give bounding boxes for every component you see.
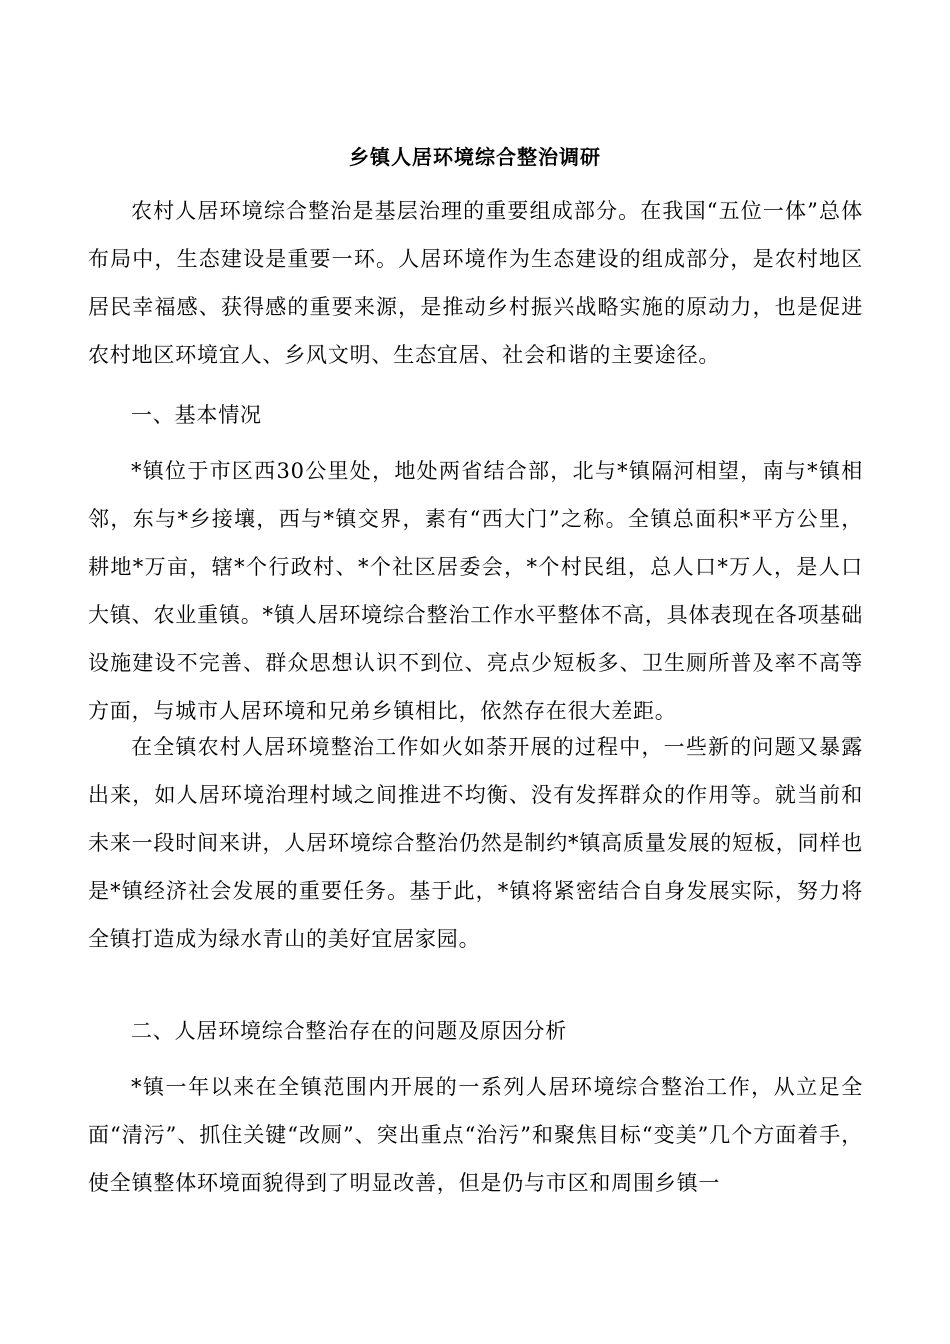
paragraph-intro: 农村人居环境综合整治是基层治理的重要组成部分。在我国“五位一体”总体布局中，生态建设是重要一环。人居环境作为生态建设的组成部分，是农村地区居民幸福感、获得感的重要来源，是推动乡村振兴战略实施的原动力，也是促进农村地区环境宜人、乡风文明、生态宜居、社会和谐的主要途径。 (88, 199, 863, 367)
paragraph-new-problems: 在全镇农村人居环境整治工作如火如荼开展的过程中，一些新的问题又暴露出来，如人居环境治理村域之间推进不均衡、没有发挥群众的作用等。就当前和未来一段时间来讲，人居环境综合整治仍然是制约*镇高质量发展的短板，同样也是*镇经济社会发展的重要任务。基于此，*镇将紧密结合自身发展实际，努力将全镇打造成为绿水青山的美好宜居家园。 (88, 735, 863, 951)
paragraph-year-review: *镇一年以来在全镇范围内开展的一系列人居环境综合整治工作，从立足全面“清污”、抓住关键“改厕”、突出重点“治污”和聚焦目标“变美”几个方面着手，使全镇整体环境面貌得到了明显改善，但是仍与市区和周围乡镇一 (88, 1075, 863, 1195)
document-title: 乡镇人居环境综合整治调研 (349, 145, 601, 169)
section-heading-basic-situation: 一、基本情况 (131, 403, 262, 427)
section-heading-problems-analysis: 二、人居环境综合整治存在的问题及原因分析 (131, 1019, 567, 1043)
paragraph-basic-situation: *镇位于市区西30公里处，地处两省结合部，北与*镇隔河相望，南与*镇相邻，东与*乡接壤，西与*镇交界，素有“西大门”之称。全镇总面积*平方公里，耕地*万亩，辖*个行政村、*个社区居委会，*个村民组，总人口*万人，是人口大镇、农业重镇。*镇人居环境综合整治工作水平整体不高，具体表现在各项基础设施建设不完善、群众思想认识不到位、亮点少短板多、卫生厕所普及率不高等方面，与城市人居环境和兄弟乡镇相比，依然存在很大差距。 (88, 459, 863, 723)
